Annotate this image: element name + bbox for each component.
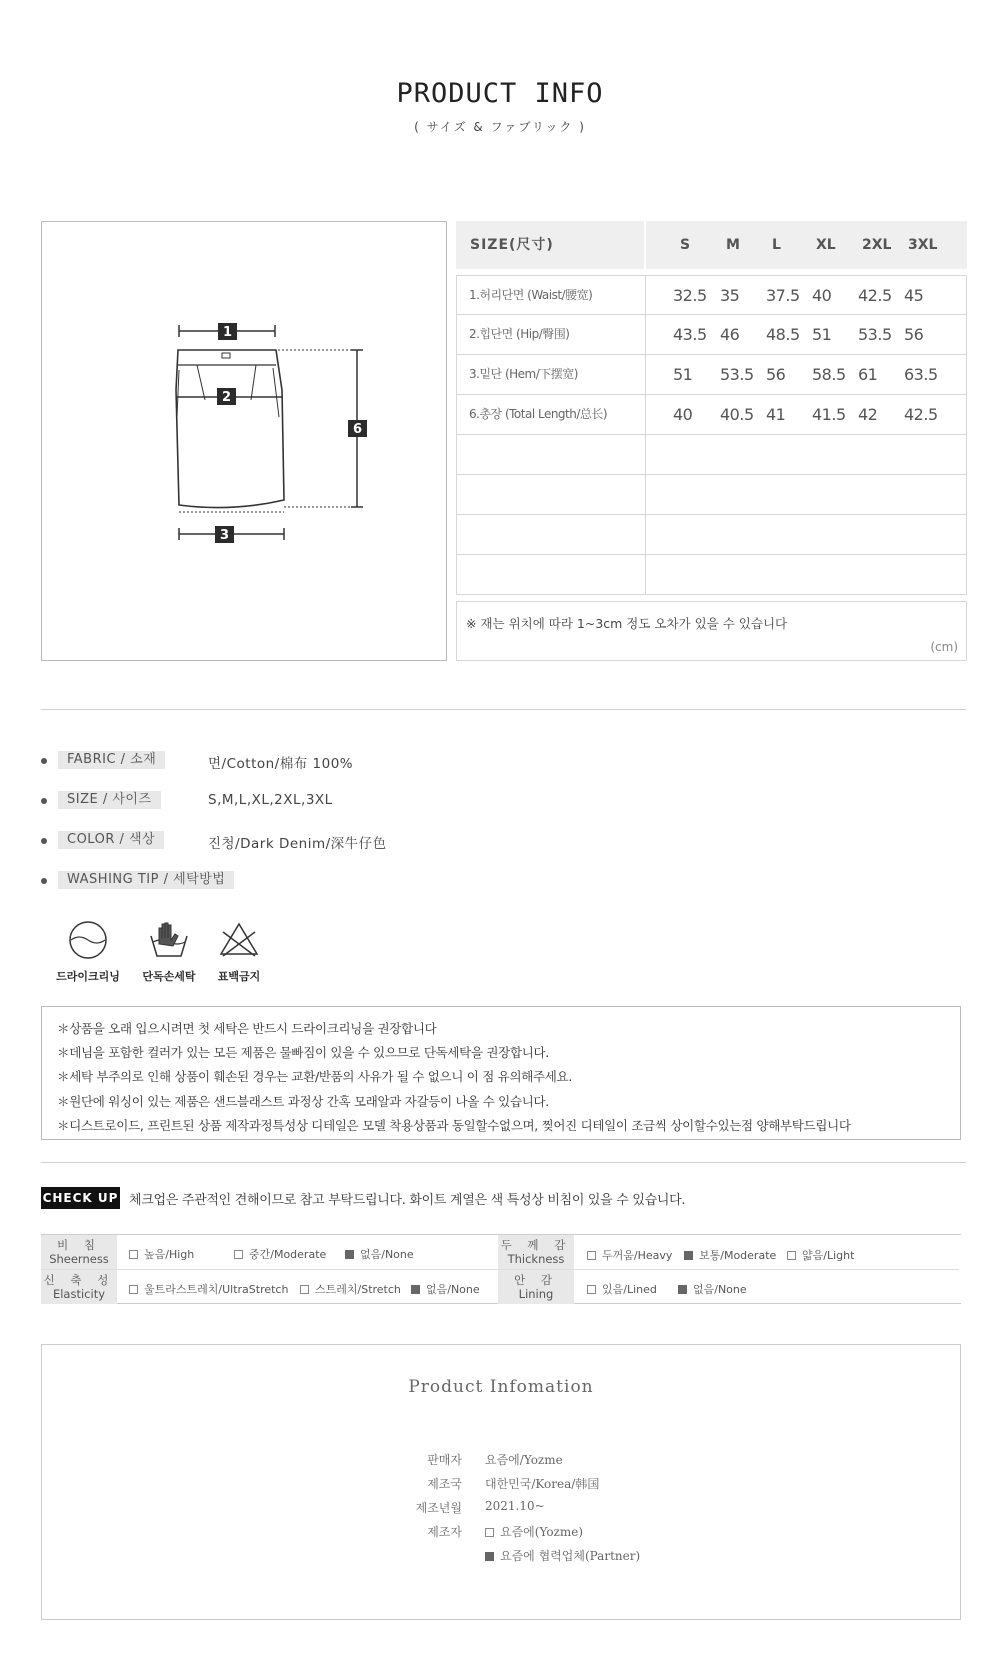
checkbox-icon	[787, 1251, 796, 1260]
maker-option[interactable]: 요즘에 협력업체(Partner)	[485, 1547, 640, 1564]
table-row	[456, 315, 967, 355]
checkup-text: 체크업은 주관적인 견해이므로 참고 부탁드립니다. 화이트 계열은 색 특성상 비침이 있을 수 있습니다.	[129, 1193, 686, 1208]
checkbox-icon	[587, 1285, 596, 1294]
date-label: 제조년월	[415, 1501, 462, 1515]
size-table-header	[456, 221, 967, 269]
color-tag: COLOR / 색상	[58, 831, 164, 849]
sheerness-option[interactable]: 중간/Moderate	[234, 1246, 326, 1262]
checkbox-checked-icon	[485, 1552, 494, 1561]
table-row	[456, 355, 967, 395]
measurement-note	[456, 601, 967, 661]
skirt-icon	[42, 222, 446, 660]
table-cell: 41.5	[812, 405, 846, 424]
page-subtitle: ( サイズ & ファブリック )	[414, 120, 586, 134]
table-cell: 48.5	[766, 325, 800, 344]
checkbox-icon	[234, 1250, 243, 1259]
table-cell: 32.5	[673, 286, 707, 305]
checkbox-icon	[485, 1528, 494, 1537]
size-col-xl: XL	[816, 237, 836, 253]
checkbox-icon	[129, 1250, 138, 1259]
table-cell: 56	[904, 325, 924, 344]
size-col-3xl: 3XL	[908, 237, 938, 253]
country-label: 제조국	[427, 1477, 462, 1491]
unit-label: (cm)	[930, 640, 958, 654]
divider	[41, 1162, 966, 1163]
table-cell: 51	[812, 325, 832, 344]
note-line: ＊데님을 포함한 컬러가 있는 모든 제품은 물빠짐이 있을 수 있으므로 단독세탁을 권장합니다.	[57, 1045, 549, 1061]
table-cell: 46	[720, 325, 740, 344]
checkbox-icon	[129, 1285, 138, 1294]
no-bleach-label: 표백금지	[217, 970, 261, 983]
marker-6: 6	[352, 422, 363, 437]
hand-wash-label: 단독손세탁	[142, 970, 196, 983]
table-row-empty	[456, 515, 967, 555]
note-text: ※ 재는 위치에 따라 1~3cm 정도 오차가 있을 수 있습니다	[466, 616, 788, 631]
bullet-icon	[41, 878, 47, 884]
product-information	[41, 1344, 961, 1620]
note-line: ＊원단에 워싱이 있는 제품은 샌드블래스트 과정상 간혹 모래알과 자갈등이 나올 수 있습니다.	[57, 1093, 549, 1109]
divider	[41, 709, 966, 710]
table-cell: 41	[766, 405, 786, 424]
thickness-option[interactable]: 얇음/Light	[787, 1247, 854, 1263]
seller-label: 판매자	[427, 1453, 462, 1467]
thickness-option[interactable]: 두꺼움/Heavy	[587, 1247, 672, 1263]
elasticity-option[interactable]: 울트라스트레치/UltraStretch	[129, 1281, 288, 1297]
thickness-option[interactable]: 보통/Moderate	[684, 1247, 776, 1263]
elasticity-option[interactable]: 스트레치/Stretch	[300, 1281, 401, 1297]
checkbox-icon	[300, 1285, 309, 1294]
bullet-icon	[41, 838, 47, 844]
country-value: 대한민국/Korea/韩国	[485, 1477, 600, 1491]
table-row	[456, 395, 967, 435]
marker-2: 2	[221, 390, 232, 405]
maker-option[interactable]: 요즘에(Yozme)	[485, 1523, 583, 1540]
hand-wash-icon	[147, 918, 191, 962]
sheerness-option[interactable]: 없음/None	[345, 1246, 414, 1262]
bullet-icon	[41, 798, 47, 804]
table-row	[456, 275, 967, 315]
row-label: 6.총장 (Total Length/总长)	[456, 395, 646, 434]
sheerness-label: 비 침 Sheerness	[41, 1235, 117, 1269]
maker-label: 제조자	[427, 1525, 462, 1539]
table-cell: 56	[766, 365, 786, 384]
marker-3: 3	[219, 528, 230, 543]
checkbox-checked-icon	[411, 1285, 420, 1294]
table-cell: 37.5	[766, 286, 800, 305]
fabric-value: 면/Cotton/棉布 100%	[208, 756, 354, 772]
seller-value: 요즘에/Yozme	[485, 1453, 563, 1467]
sheerness-option[interactable]: 높음/High	[129, 1246, 194, 1262]
lining-option[interactable]: 없음/None	[678, 1281, 747, 1297]
table-cell: 42	[858, 405, 878, 424]
note-line: ＊세탁 부주의로 인해 상품이 훼손된 경우는 교환/반품의 사유가 될 수 없으니 이 점 유의해주세요.	[57, 1069, 572, 1085]
note-line: ＊디스트로이드, 프린트된 상품 제작과정특성상 디테일은 모델 착용상품과 동일할수없으며, 찢어진 디테일이 조금씩 상이할수있는점 양해부탁드립니다	[57, 1117, 851, 1133]
washing-tag: WASHING TIP / 세탁방법	[58, 871, 234, 889]
table-cell: 45	[904, 286, 924, 305]
table-cell: 51	[673, 365, 693, 384]
thickness-label: 두 께 감 Thickness	[498, 1235, 574, 1269]
row-label: 3.밑단 (Hem/下摆宽)	[456, 355, 646, 394]
table-cell: 40	[812, 286, 832, 305]
dry-clean-label: 드라이크리닝	[56, 970, 120, 983]
lining-label: 안 감 Lining	[498, 1270, 574, 1304]
checkbox-checked-icon	[345, 1250, 354, 1259]
table-cell: 42.5	[904, 405, 938, 424]
dry-clean-icon	[66, 918, 110, 962]
bullet-icon	[41, 758, 47, 764]
table-cell: 61	[858, 365, 878, 384]
page-title: PRODUCT INFO	[396, 78, 604, 109]
product-info-title: Product Infomation	[408, 1377, 594, 1397]
table-cell: 40	[673, 405, 693, 424]
lining-option[interactable]: 있음/Lined	[587, 1281, 657, 1297]
date-value: 2021.10~	[485, 1499, 545, 1513]
table-cell: 35	[720, 286, 740, 305]
elasticity-option[interactable]: 없음/None	[411, 1281, 480, 1297]
color-value: 진청/Dark Denim/深牛仔色	[208, 836, 387, 852]
checkbox-checked-icon	[678, 1285, 687, 1294]
size-col-m: M	[726, 237, 740, 253]
table-cell: 42.5	[858, 286, 892, 305]
row-label: 2.힙단면 (Hip/臀围)	[456, 315, 646, 354]
table-cell: 53.5	[720, 365, 754, 384]
marker-1: 1	[222, 325, 233, 340]
size-header-label: SIZE(尺寸)	[456, 221, 646, 269]
table-row-empty	[456, 475, 967, 515]
table-row-empty	[456, 435, 967, 475]
row-label: 1.허리단면 (Waist/腰宽)	[456, 276, 646, 315]
checkbox-icon	[587, 1251, 596, 1260]
no-bleach-icon	[217, 918, 261, 962]
elasticity-label: 신 축 성 Elasticity	[41, 1270, 117, 1304]
table-cell: 58.5	[812, 365, 846, 384]
table-cell: 63.5	[904, 365, 938, 384]
table-row-empty	[456, 555, 967, 595]
size-tag: SIZE / 사이즈	[58, 791, 161, 809]
size-col-s: S	[680, 237, 691, 253]
size-col-2xl: 2XL	[862, 237, 892, 253]
table-cell: 40.5	[720, 405, 754, 424]
table-cell: 53.5	[858, 325, 892, 344]
table-cell: 43.5	[673, 325, 707, 344]
checkbox-checked-icon	[684, 1251, 693, 1260]
note-line: ＊상품을 오래 입으시려면 첫 세탁은 반드시 드라이크리닝을 권장합니다	[57, 1021, 437, 1036]
fabric-grid	[41, 1234, 961, 1304]
skirt-diagram	[41, 221, 447, 661]
size-value: S,M,L,XL,2XL,3XL	[208, 792, 333, 808]
care-notes	[41, 1006, 961, 1140]
fabric-tag: FABRIC / 소재	[58, 751, 165, 769]
size-col-l: L	[772, 237, 781, 253]
checkup-badge: CHECK UP	[41, 1187, 120, 1209]
